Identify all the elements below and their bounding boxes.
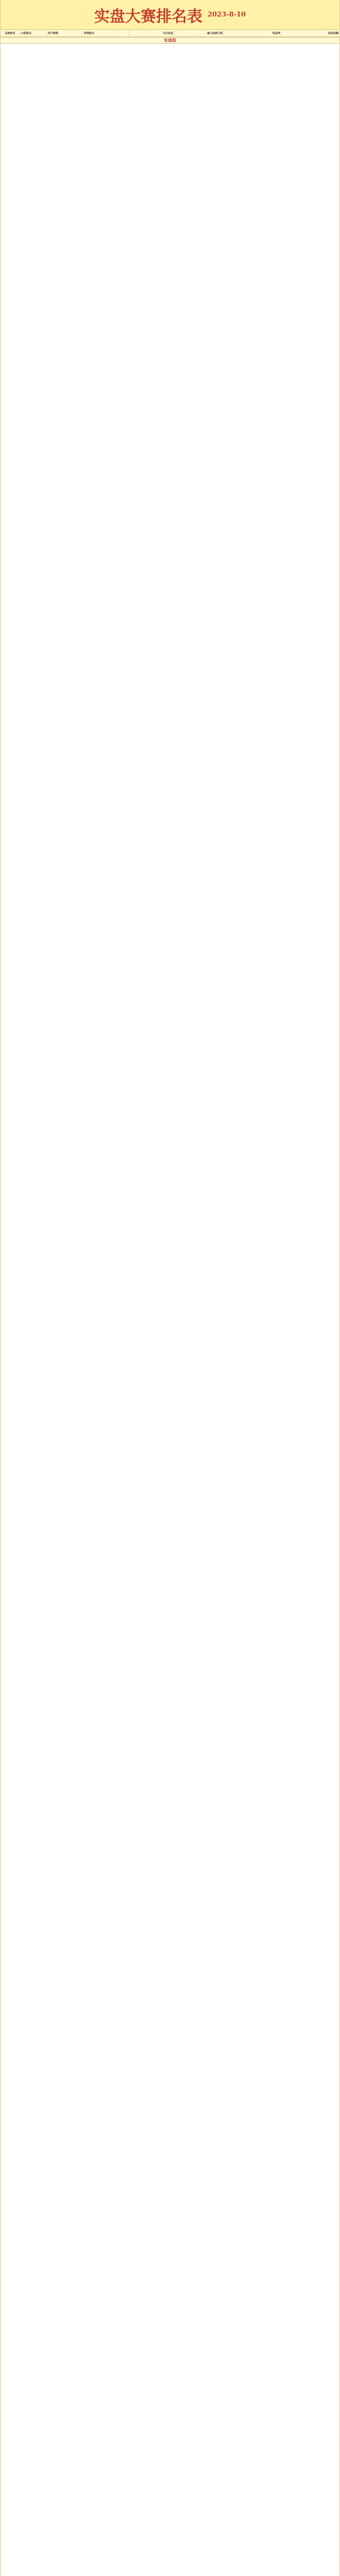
header-ratio: 收益率	[224, 30, 282, 37]
header-account: 券商账号	[83, 30, 129, 37]
header-net: 最大连续亏损	[175, 30, 224, 37]
header-change: 收益回撤	[328, 32, 338, 35]
header-code: 分组排名	[20, 30, 47, 37]
header-name: 用户昵称	[47, 30, 83, 37]
page-date: 2023-8-10	[207, 11, 246, 19]
section-label: 实盘组	[1, 37, 339, 44]
page-title: 实盘大赛排名表	[94, 7, 202, 26]
header-amount: 当日收益	[129, 30, 175, 37]
header-rank: 总榜排名	[1, 30, 20, 37]
section-rows	[1, 44, 339, 2576]
table-header	[1, 30, 339, 37]
sections-container	[1, 37, 339, 2576]
title-bar	[1, 0, 339, 30]
